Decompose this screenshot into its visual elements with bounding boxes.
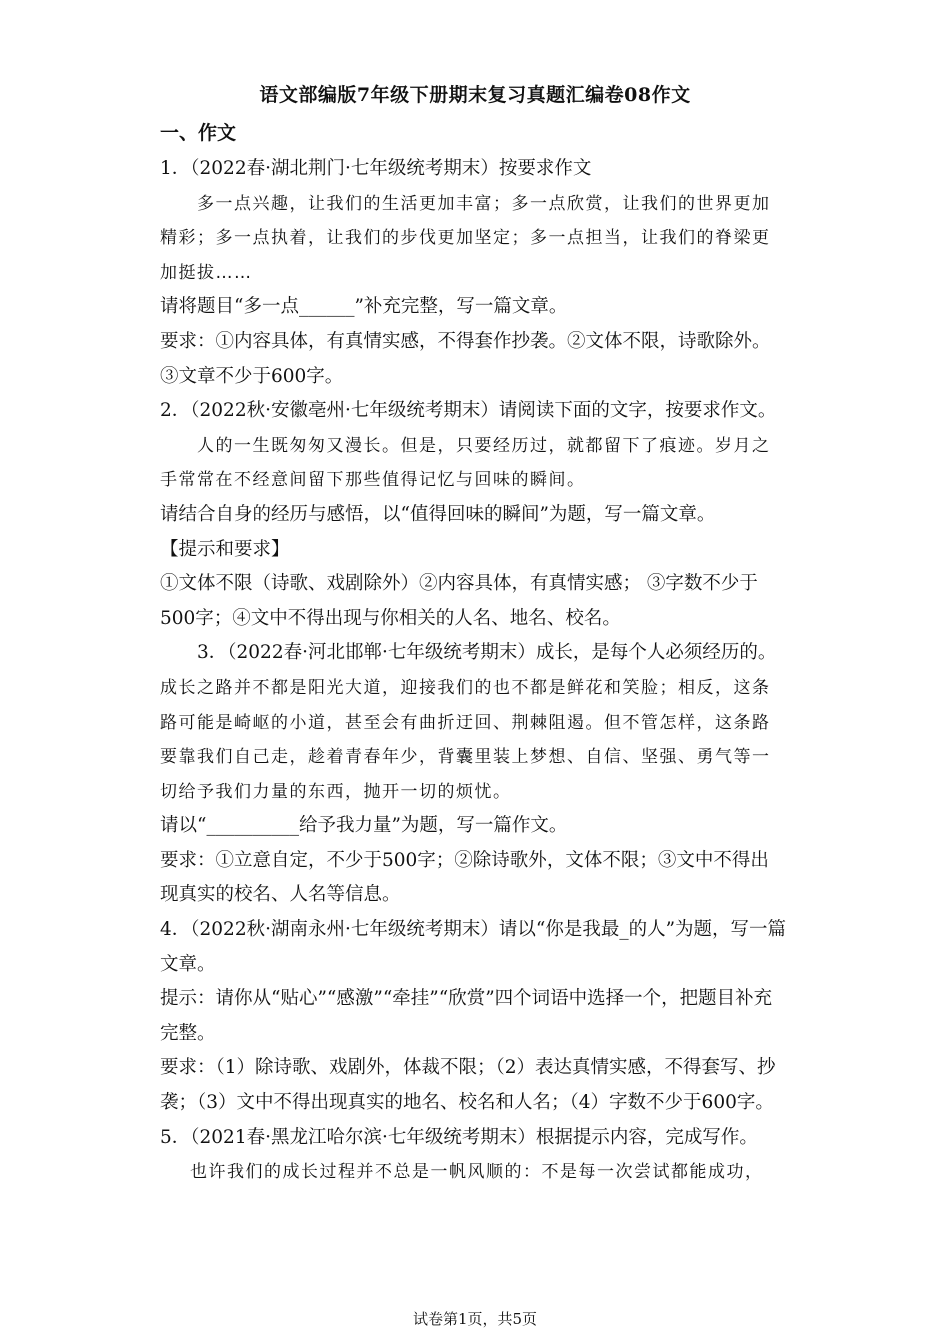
- q4-requirements: 要求：（1）除诗歌、戏剧外，体裁不限；（2）表达真情实感，不得套写、抄: [160, 1057, 776, 1079]
- q2-hint-heading: 【提示和要求】: [160, 538, 290, 560]
- q5-passage-line: 也许我们的成长过程并不总是一帆风顺的：不是每一次尝试都能成功，: [190, 1162, 764, 1183]
- document-body: [160, 152, 792, 1190]
- q2-passage-line: 手常常在不经意间留下那些值得记忆与回味的瞬间。: [160, 470, 586, 491]
- q4-header: 文章。: [160, 953, 216, 975]
- q2-header: 2．（2022秋·安徽亳州·七年级统考期末）请阅读下面的文字，按要求作文。: [160, 400, 777, 422]
- q1-header: 1．（2022春·湖北荆门·七年级统考期末）按要求作文: [160, 158, 592, 179]
- q4-hint: 完整。: [160, 1022, 216, 1044]
- q4-hint: 提示：请你从“贴心”“感激”“牵挂”“欣赏”四个词语中选择一个，把题目补充: [160, 988, 773, 1010]
- q4-requirements: 袭；（3）文中不得出现真实的地名、校名和人名；（4）字数不少于600字。: [160, 1092, 774, 1114]
- q3-requirements: 现真实的校名、人名等信息。: [160, 884, 401, 906]
- q1-passage-line: 多一点兴趣，让我们的生活更加丰富；多一点欣赏，让我们的世界更加: [197, 193, 771, 214]
- q1-requirements: ③文章不少于600字。: [160, 365, 344, 387]
- q3-instruction: 请以“__________给予我力量”为题，写一篇作文。: [160, 815, 568, 837]
- q3-requirements: 要求：①立意自定，不少于500字；②除诗歌外，文体不限；③文中不得出: [160, 849, 769, 871]
- q1-passage-line: 精彩；多一点执着，让我们的步伐更加坚定；多一点担当，让我们的脊梁更: [160, 228, 771, 249]
- q1-passage-line: 加挺拔……: [160, 262, 253, 283]
- q2-instruction: 请结合自身的经历与感悟，以“值得回味的瞬间”为题，写一篇文章。: [160, 503, 716, 525]
- document-title: 语文部编版7年级下册期末复习真题汇编卷08作文: [259, 84, 691, 106]
- q1-instruction: 请将题目“多一点______”补充完整，写一篇文章。: [160, 296, 568, 318]
- q3-header: 3．（2022春·河北邯郸·七年级统考期末）成长，是每个人必须经历的。: [197, 642, 777, 664]
- q4-header: 4．（2022秋·湖南永州·七年级统考期末）请以“你是我最_的人”为题，写一篇: [160, 919, 787, 941]
- q2-requirements: 500字；④文中不得出现与你相关的人名、地名、校名。: [160, 607, 621, 629]
- page-footer: 试卷第1页，共5页: [412, 1310, 538, 1328]
- section-heading: 一、作文: [160, 122, 237, 144]
- q3-passage-line: 切给予我们力量的东西，抛开一切的烦忧。: [160, 781, 512, 802]
- q5-header: 5．（2021春·黑龙江哈尔滨·七年级统考期末）根据提示内容，完成写作。: [160, 1126, 758, 1148]
- q3-passage-line: 成长之路并不都是阳光大道，迎接我们的也不都是鲜花和笑脸；相反，这条: [160, 677, 771, 698]
- q1-requirements: 要求：①内容具体，有真情实感，不得套作抄袭。②文体不限，诗歌除外。: [160, 330, 771, 352]
- q2-requirements: ①文体不限（诗歌、戏剧除外）②内容具体，有真情实感； ③字数不少于: [160, 573, 758, 595]
- q2-passage-line: 人的一生既匆匆又漫长。但是，只要经历过，就都留下了痕迹。岁月之: [197, 435, 771, 456]
- q3-passage-line: 要靠我们自己走，趁着青春年少，背囊里装上梦想、自信、坚强、勇气等一: [160, 747, 771, 768]
- q3-passage-line: 路可能是崎岖的小道，甚至会有曲折迂回、荆棘阻遏。但不管怎样，这条路: [160, 712, 771, 733]
